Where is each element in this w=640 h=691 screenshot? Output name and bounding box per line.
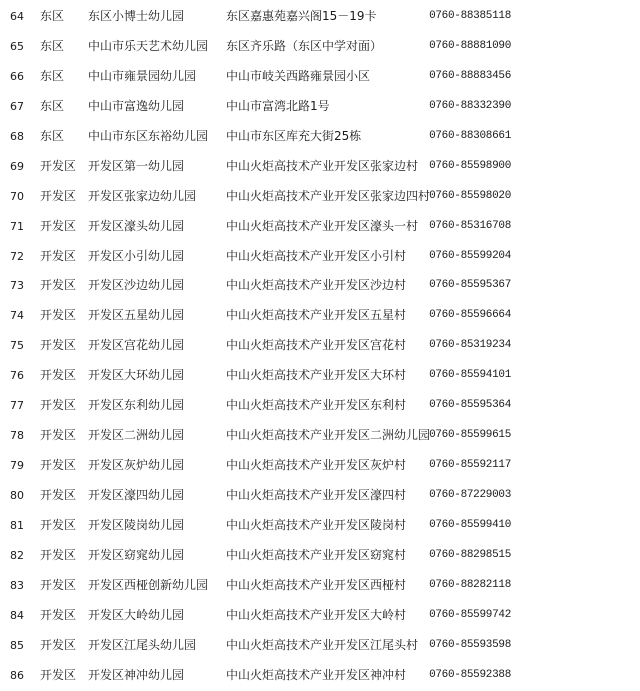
kindergarten-name-cell: 开发区宫花幼儿园: [88, 338, 185, 353]
table-row: [0, 511, 640, 541]
address-cell: 中山市富湾北路1号: [226, 98, 330, 113]
address-cell: 中山火炬高技术产业开发区濠头一村: [226, 218, 419, 233]
table-row: [0, 242, 640, 272]
phone-cell: 0760-85599204: [429, 249, 511, 262]
address-cell: 中山火炬高技术产业开发区张家边村: [226, 158, 419, 173]
kindergarten-name-cell: 开发区二洲幼儿园: [88, 428, 185, 443]
district-cell: 开发区: [40, 428, 77, 443]
row-number: 69: [10, 159, 24, 173]
table-row: [0, 421, 640, 451]
district-cell: 开发区: [40, 188, 77, 203]
table-row: [0, 271, 640, 301]
table-row: [0, 541, 640, 571]
row-number: 71: [10, 219, 24, 233]
phone-cell: 0760-85594101: [429, 369, 511, 382]
phone-cell: 0760-85599410: [429, 518, 511, 531]
row-number: 72: [10, 249, 24, 263]
phone-cell: 0760-85592388: [429, 668, 511, 681]
row-number: 86: [10, 668, 24, 682]
address-cell: 中山火炬高技术产业开发区沙边村: [226, 278, 407, 293]
row-number: 76: [10, 369, 24, 383]
district-cell: 开发区: [40, 607, 77, 622]
address-cell: 中山火炬高技术产业开发区陵岗村: [226, 517, 407, 532]
kindergarten-name-cell: 开发区第一幼儿园: [88, 158, 185, 173]
district-cell: 开发区: [40, 398, 77, 413]
kindergarten-name-cell: 中山市雍景园幼儿园: [88, 68, 197, 83]
address-cell: 中山火炬高技术产业开发区张家边四村: [226, 188, 431, 203]
kindergarten-name-cell: 开发区窈窕幼儿园: [88, 547, 185, 562]
address-cell: 中山市东区库充大街25栋: [226, 128, 362, 143]
phone-cell: 0760-88332390: [429, 99, 511, 112]
phone-cell: 0760-85595364: [429, 399, 511, 412]
kindergarten-name-cell: 开发区濠头幼儿园: [88, 218, 185, 233]
district-cell: 东区: [40, 9, 65, 23]
kindergarten-name-cell: 中山市东区东裕幼儿园: [88, 128, 209, 143]
district-cell: 开发区: [40, 248, 77, 263]
table-row: [0, 571, 640, 601]
row-number: 68: [10, 129, 24, 143]
phone-cell: 0760-88385118: [429, 10, 511, 22]
table-row: [0, 2, 640, 32]
district-cell: 开发区: [40, 547, 77, 562]
kindergarten-name-cell: 开发区江尾头幼儿园: [88, 637, 197, 652]
row-number: 84: [10, 608, 24, 622]
address-cell: 中山火炬高技术产业开发区二洲幼儿园: [226, 428, 431, 443]
district-cell: 开发区: [40, 218, 77, 233]
phone-cell: 0760-85596664: [429, 309, 511, 322]
row-number: 67: [10, 99, 24, 113]
phone-cell: 0760-85593598: [429, 638, 511, 651]
row-number: 73: [10, 279, 24, 293]
phone-cell: 0760-87229003: [429, 489, 511, 501]
kindergarten-name-cell: 开发区西桠创新幼儿园: [88, 577, 209, 592]
kindergarten-table: [0, 2, 640, 691]
row-number: 74: [10, 309, 24, 323]
table-row: [0, 331, 640, 361]
phone-cell: 0760-85599742: [429, 608, 511, 621]
phone-cell: 0760-85316708: [429, 219, 511, 232]
address-cell: 中山火炬高技术产业开发区宫花村: [226, 338, 407, 353]
row-number: 66: [10, 69, 24, 83]
address-cell: 中山火炬高技术产业开发区东利村: [226, 398, 407, 413]
district-cell: 开发区: [40, 667, 77, 682]
address-cell: 中山火炬高技术产业开发区大环村: [226, 368, 407, 383]
phone-cell: 0760-85598020: [429, 189, 511, 202]
address-cell: 中山市岐关西路雍景园小区: [226, 68, 371, 83]
row-number: 85: [10, 638, 24, 652]
row-number: 83: [10, 578, 24, 592]
row-number: 70: [10, 189, 24, 203]
table-row: [0, 631, 640, 661]
district-cell: 开发区: [40, 278, 77, 293]
district-cell: 开发区: [40, 488, 77, 502]
district-cell: 开发区: [40, 158, 77, 173]
kindergarten-name-cell: 开发区陵岗幼儿园: [88, 517, 185, 532]
phone-cell: 0760-88308661: [429, 129, 511, 142]
address-cell: 中山火炬高技术产业开发区窈窕村: [226, 547, 407, 562]
kindergarten-name-cell: 中山市乐天艺术幼儿园: [88, 38, 209, 53]
row-number: 64: [10, 10, 24, 23]
kindergarten-name-cell: 中山市富逸幼儿园: [88, 98, 185, 113]
address-cell: 中山火炬高技术产业开发区小引村: [226, 248, 407, 263]
district-cell: 开发区: [40, 517, 77, 532]
kindergarten-name-cell: 开发区沙边幼儿园: [88, 278, 185, 293]
phone-cell: 0760-88881090: [429, 39, 511, 52]
phone-cell: 0760-88298515: [429, 548, 511, 561]
district-cell: 东区: [40, 68, 65, 83]
row-number: 78: [10, 429, 24, 443]
kindergarten-name-cell: 开发区五星幼儿园: [88, 308, 185, 323]
table-row: [0, 152, 640, 182]
table-row: [0, 661, 640, 691]
phone-cell: 0760-88282118: [429, 578, 511, 591]
phone-cell: 0760-85598900: [429, 159, 511, 172]
table-row: [0, 182, 640, 212]
address-cell: 中山火炬高技术产业开发区大岭村: [226, 607, 407, 622]
kindergarten-name-cell: 开发区东利幼儿园: [88, 398, 185, 413]
district-cell: 开发区: [40, 577, 77, 592]
district-cell: 东区: [40, 98, 65, 113]
row-number: 81: [10, 518, 24, 532]
address-cell: 东区嘉惠苑嘉兴阁15－19卡: [226, 9, 377, 23]
district-cell: 开发区: [40, 458, 77, 473]
address-cell: 中山火炬高技术产业开发区五星村: [226, 308, 407, 323]
address-cell: 中山火炬高技术产业开发区灰炉村: [226, 458, 407, 473]
row-number: 75: [10, 339, 24, 353]
kindergarten-name-cell: 开发区大岭幼儿园: [88, 607, 185, 622]
kindergarten-name-cell: 东区小博士幼儿园: [88, 9, 185, 23]
phone-cell: 0760-88883456: [429, 69, 511, 82]
address-cell: 中山火炬高技术产业开发区神冲村: [226, 667, 407, 682]
kindergarten-name-cell: 开发区张家边幼儿园: [88, 188, 197, 203]
table-row: [0, 62, 640, 92]
table-row: [0, 301, 640, 331]
row-number: 77: [10, 399, 24, 413]
row-number: 80: [10, 489, 24, 502]
table-row: [0, 481, 640, 511]
table-row: [0, 451, 640, 481]
kindergarten-name-cell: 开发区濠四幼儿园: [88, 488, 185, 502]
kindergarten-name-cell: 开发区大环幼儿园: [88, 368, 185, 383]
district-cell: 开发区: [40, 338, 77, 353]
table-row: [0, 601, 640, 631]
phone-cell: 0760-85592117: [429, 459, 511, 472]
district-cell: 开发区: [40, 368, 77, 383]
district-cell: 开发区: [40, 637, 77, 652]
phone-cell: 0760-85319234: [429, 339, 511, 352]
district-cell: 开发区: [40, 308, 77, 323]
kindergarten-name-cell: 开发区神冲幼儿园: [88, 667, 185, 682]
phone-cell: 0760-85595367: [429, 279, 511, 292]
address-cell: 东区齐乐路（东区中学对面）: [226, 38, 383, 53]
table-row: [0, 391, 640, 421]
address-cell: 中山火炬高技术产业开发区江尾头村: [226, 637, 419, 652]
district-cell: 东区: [40, 128, 65, 143]
kindergarten-name-cell: 开发区小引幼儿园: [88, 248, 185, 263]
address-cell: 中山火炬高技术产业开发区西桠村: [226, 577, 407, 592]
table-row: [0, 212, 640, 242]
district-cell: 东区: [40, 38, 65, 53]
address-cell: 中山火炬高技术产业开发区濠四村: [226, 488, 407, 502]
row-number: 65: [10, 39, 24, 53]
table-row: [0, 361, 640, 391]
table-row: [0, 92, 640, 122]
phone-cell: 0760-85599615: [429, 429, 511, 442]
table-row: [0, 32, 640, 62]
kindergarten-name-cell: 开发区灰炉幼儿园: [88, 458, 185, 473]
row-number: 79: [10, 459, 24, 473]
row-number: 82: [10, 548, 24, 562]
table-row: [0, 122, 640, 152]
